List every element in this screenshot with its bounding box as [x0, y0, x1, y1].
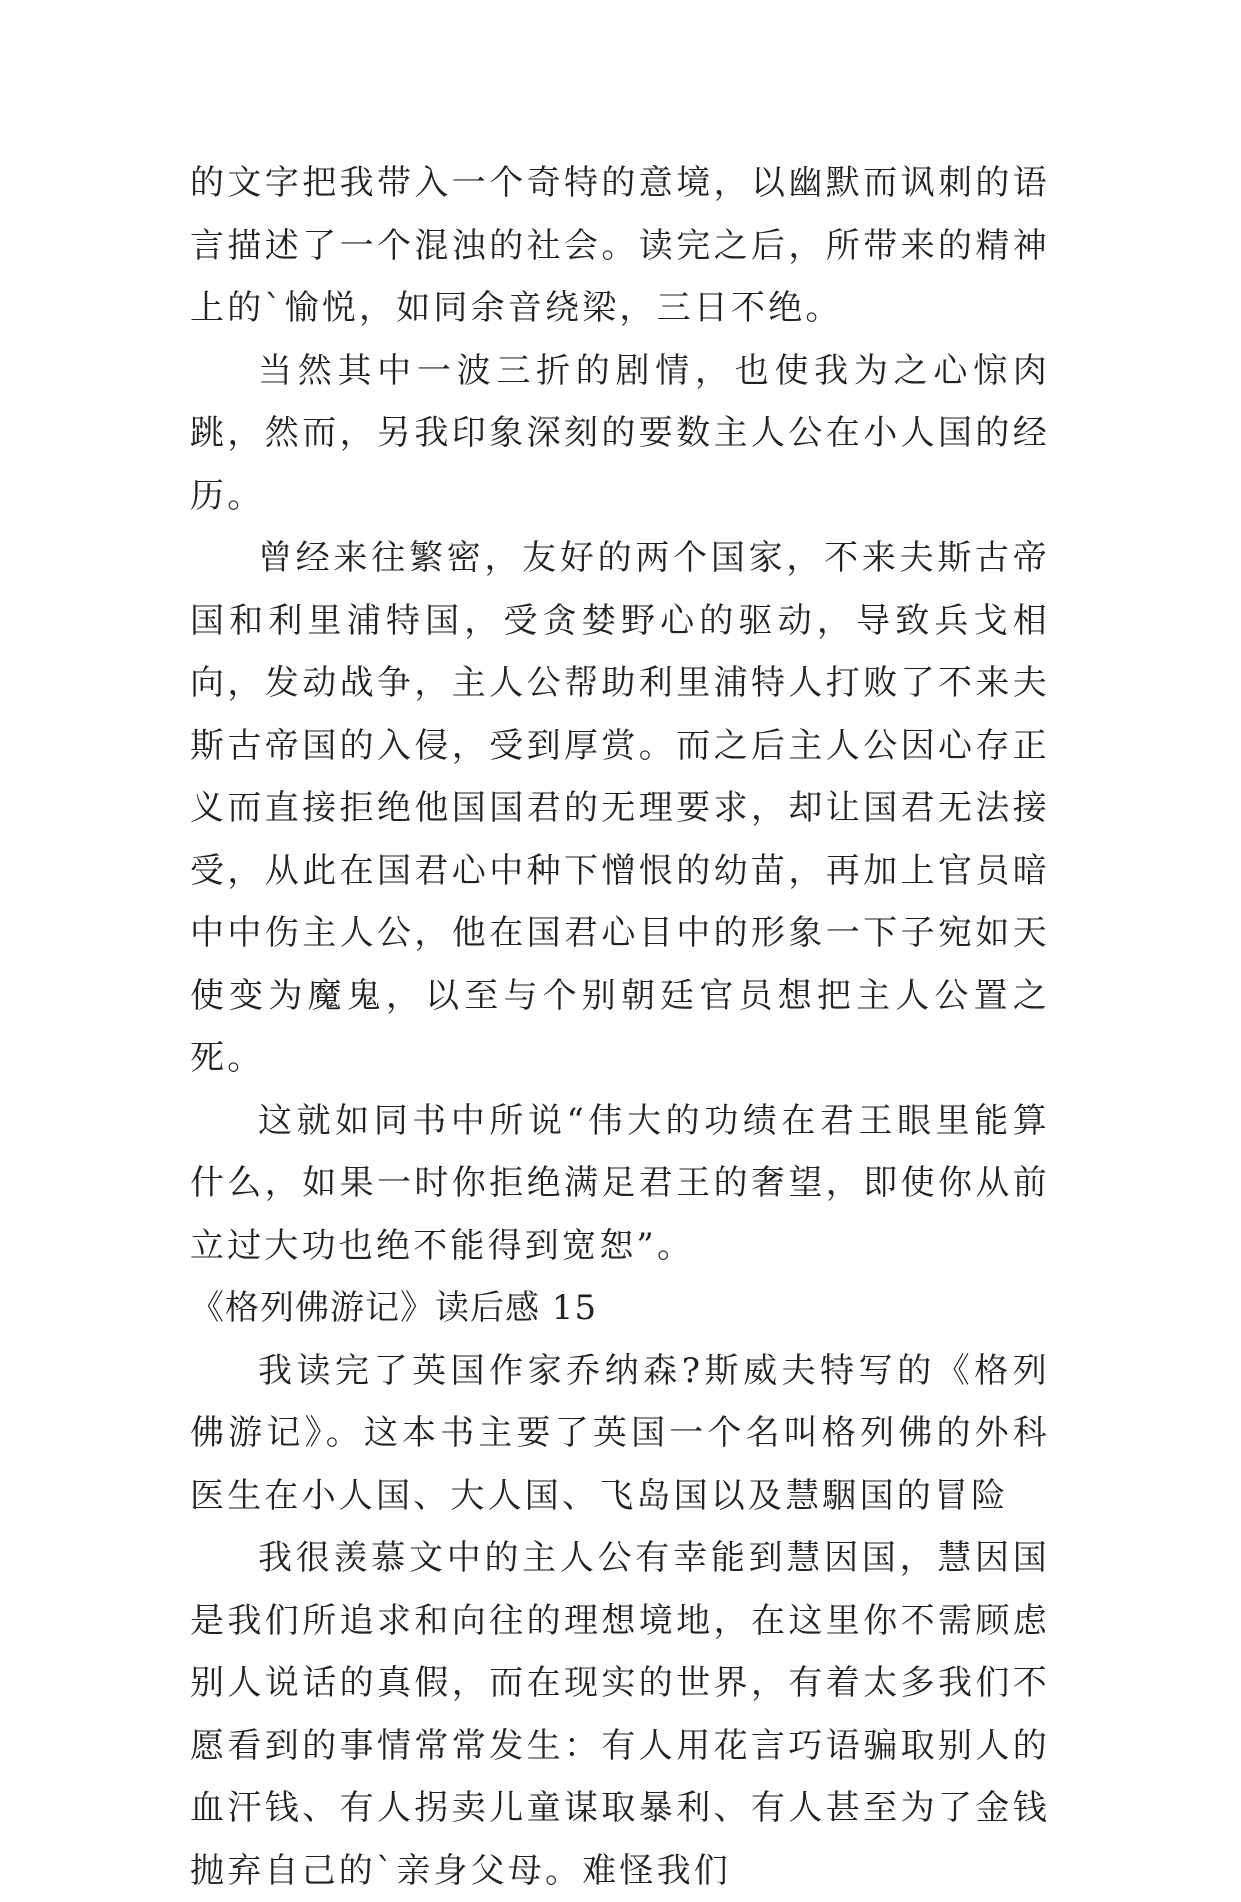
- paragraph-2: 当然其中一波三折的剧情，也使我为之心惊肉跳，然而，另我印象深刻的要数主人公在小人国的经历。: [190, 350, 1050, 516]
- paragraph-6: 我很羡慕文中的主人公有幸能到慧因国，慧因国是我们所追求和向往的理想境地，在这里你不需顾虑别人说话的真假，而在现实的世界，有着太多我们不愿看到的事情常常发生：有人用花言巧语骗取别人的血汗钱、有人拐卖儿童谋取暴利、有人甚至为了金钱抛弃自己的`亲身父母。难怪我们: [190, 1538, 1050, 1891]
- paragraph-5: 我读完了英国作家乔纳森?斯威夫特写的《格列佛游记》。这本书主要了英国一个名叫格列佛的外科医生在小人国、大人国、飞岛国以及慧駰国的冒险: [190, 1350, 1050, 1516]
- paragraph-3: 曾经来往繁密，友好的两个国家，不来夫斯古帝国和利里浦特国，受贪婪野心的驱动，导致兵戈相向，发动战争，主人公帮助利里浦特人打败了不来夫斯古帝国的入侵，受到厚赏。而之后主人公因心存正义而直接拒绝他国国君的无理要求，却让国君无法接受，从此在国君心中种下憎恨的幼苗，再加上官员暗中中伤主人公，他在国君心目中的形象一下子宛如天使变为魔鬼，以至与个别朝廷官员想把主人公置之死。: [190, 538, 1050, 1078]
- paragraph-4: 这就如同书中所说“伟大的功绩在君王眼里能算什么，如果一时你拒绝满足君王的奢望，即使你从前立过大功也绝不能得到宽恕”。: [190, 1100, 1050, 1266]
- document-body: [190, 152, 1050, 1902]
- section-heading: 《格列佛游记》读后感 15: [190, 1288, 598, 1328]
- paragraph-1: 的文字把我带入一个奇特的意境，以幽默而讽刺的语言描述了一个混浊的社会。读完之后，所带来的精神上的`愉悦，如同余音绕梁，三日不绝。: [190, 163, 1050, 328]
